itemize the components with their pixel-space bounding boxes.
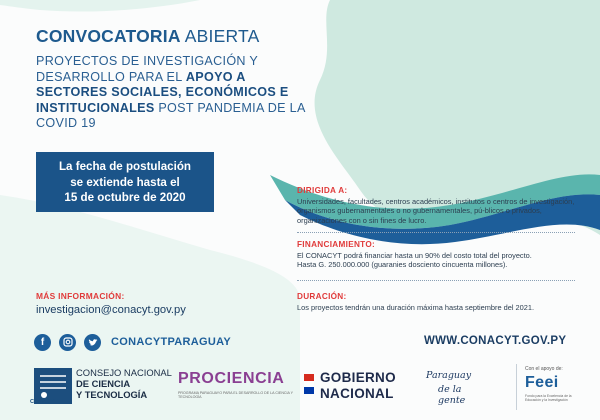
gobierno-line-2: NACIONAL (320, 386, 394, 401)
prociencia-logo (178, 364, 296, 410)
section-body-duracion: Los proyectos tendrán una duración máxima hasta septiembre del 2021. (297, 303, 535, 312)
social-links (34, 333, 231, 351)
paraguay-de-la-gente-logo (420, 364, 490, 410)
section-duracion (297, 292, 587, 312)
conacyt-line-1: CONSEJO NACIONAL (76, 367, 172, 378)
divider (297, 232, 575, 233)
website-link[interactable]: WWW.CONACYT.GOV.PY (424, 335, 567, 347)
prociencia-name: PROCIENCIA (178, 370, 285, 387)
more-info-title: MÁS INFORMACIÓN: (36, 291, 125, 301)
gobierno-line-1: GOBIERNO (320, 370, 396, 385)
prociencia-tagline: PROGRAMA PARAGUAYO PARA EL DESARROLLO DE LA CIENCIA Y TECNOLOGÍA (178, 391, 293, 399)
subtitle-part-2: POST PANDEMIA DE LA COVID 19 (36, 100, 305, 131)
paraguay-flag-icon (304, 374, 314, 394)
feei-logo (516, 364, 586, 410)
subtitle-part-1: PROYECTOS DE INVESTIGACIÓN Y DESARROLLO PARA EL (36, 54, 258, 84)
section-body-dirigida: Universidades, facultades, centros académicos, institutos o centros de investigación, organismos gubernamentales o no gubernamentales, pú-blicos o privados, organizaciones con o sin fines de lucro. (297, 197, 575, 225)
deadline-banner (36, 152, 214, 212)
contact-email[interactable]: investigacion@conacyt.gov.py (36, 304, 186, 316)
paraguay-line-1: Paraguay (426, 370, 472, 381)
title-rest: ABIERTA (184, 26, 260, 46)
feei-prefix: Con el apoyo de: (525, 366, 563, 372)
social-handle[interactable]: CONACYTPARAGUAY (111, 336, 232, 348)
section-title-dirigida: DIRIGIDA A: (297, 186, 348, 195)
conacyt-logo (28, 364, 178, 410)
conacyt-mark-label: CONACYT (30, 399, 58, 405)
divider (297, 280, 575, 281)
section-body-financiamiento (297, 251, 587, 270)
conacyt-line-2: DE CIENCIA (76, 378, 131, 389)
more-info (36, 291, 186, 316)
deadline-line-3: 15 de octubre de 2020 (64, 191, 186, 204)
financiamiento-line-1: El CONACYT podrá financiar hasta un 90% del costo total del proyecto. (297, 251, 532, 260)
page-title (36, 26, 259, 47)
mint-wave-top (0, 0, 200, 12)
financiamiento-line-2: Hasta G. 250.000.000 (guaranies dosciento cincuenta millones). (297, 260, 508, 270)
gobierno-nacional-logo (300, 364, 415, 410)
deadline-line-1: La fecha de postulación (58, 160, 192, 173)
feei-tagline: Fondo para la Excelencia de la Educación y la Investigación (525, 394, 572, 402)
section-title-financiamiento: FINANCIAMIENTO: (297, 240, 376, 249)
instagram-icon[interactable] (59, 334, 76, 351)
title-bold: CONVOCATORIA (36, 26, 181, 46)
sponsor-logos (0, 364, 600, 412)
conacyt-line-3: Y TECNOLOGÍA (76, 389, 148, 400)
section-financiamiento (297, 240, 587, 270)
feei-name: Feei (525, 374, 559, 391)
project-subtitle (36, 54, 306, 132)
subtitle-highlight: APOYO A SECTORES SOCIALES, ECONÓMICOS E INSTITUCIONALES (36, 69, 289, 115)
section-title-duracion: DURACIÓN: (297, 292, 347, 301)
section-dirigida (297, 186, 587, 225)
twitter-icon[interactable] (84, 334, 101, 351)
facebook-icon[interactable]: f (34, 334, 51, 351)
paraguay-line-2: de la gente (438, 384, 466, 406)
deadline-line-2: se extiende hasta el (70, 175, 180, 189)
